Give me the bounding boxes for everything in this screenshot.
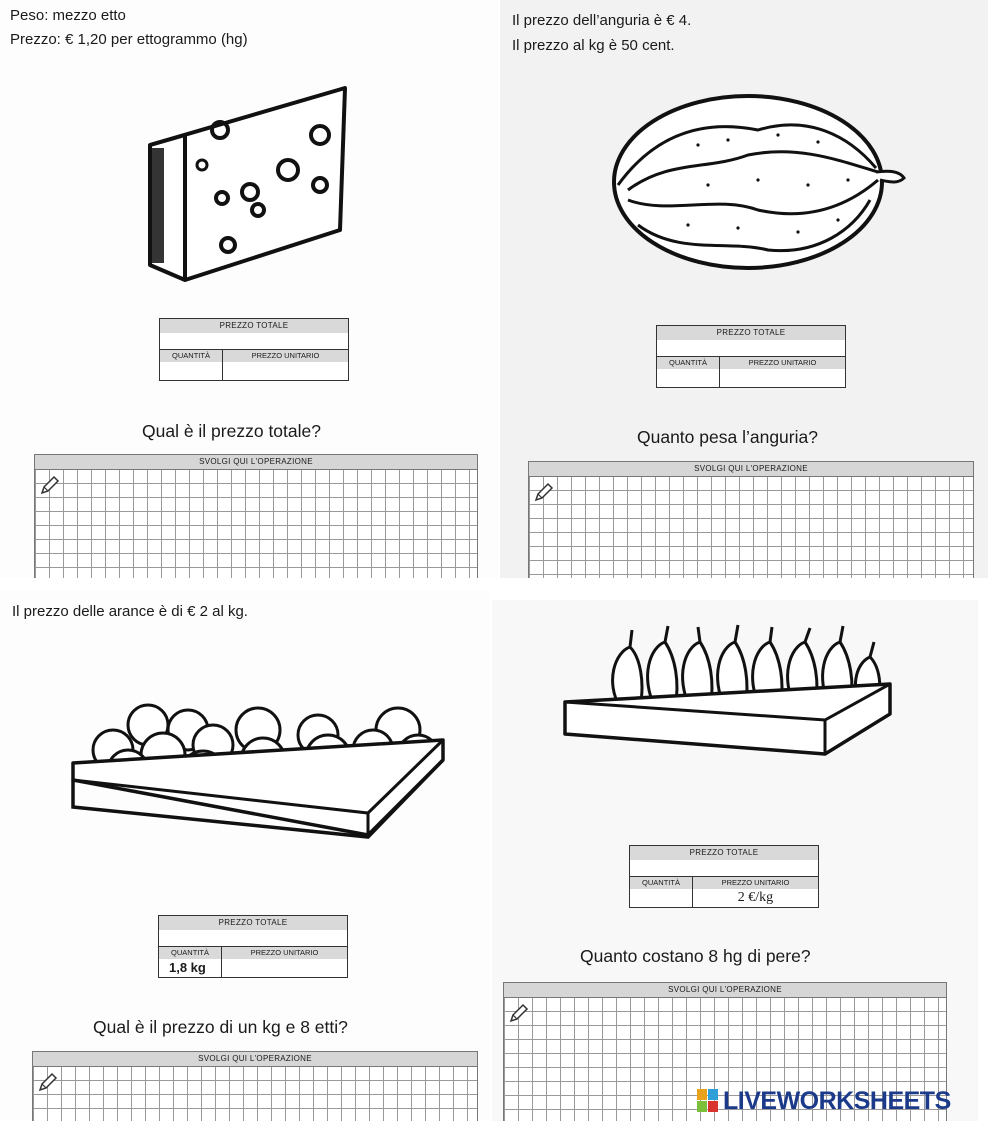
quantity-label: QUANTITÀ (657, 357, 719, 369)
logo-text: LIVEWORKSHEETS (723, 1086, 951, 1115)
unit-price-field[interactable] (222, 959, 347, 960)
unit-price-label: PREZZO UNITARIO (693, 877, 818, 889)
quantity-label: QUANTITÀ (630, 877, 692, 889)
question-text: Quanto pesa l’anguria? (637, 427, 818, 447)
total-price-field[interactable] (160, 333, 348, 350)
pencil-icon (37, 1071, 59, 1093)
price-text: Il prezzo dell’anguria è € 4. (512, 12, 692, 29)
cheese-illustration (140, 80, 360, 290)
quantity-field[interactable] (657, 369, 719, 370)
quantity-field[interactable] (160, 362, 222, 363)
work-grid[interactable] (34, 454, 478, 578)
exercise-watermelon (500, 0, 988, 578)
price-table (158, 915, 348, 978)
total-price-field[interactable] (159, 930, 347, 947)
price-per-kg-text: Il prezzo al kg è 50 cent. (512, 37, 675, 54)
exercise-oranges (0, 590, 490, 1121)
work-grid-header: SVOLGI QUI L'OPERAZIONE (529, 462, 973, 477)
total-price-field[interactable] (657, 340, 845, 357)
pencil-icon (39, 474, 61, 496)
exercise-pears (492, 600, 978, 1121)
question-text: Quanto costano 8 hg di pere? (580, 946, 811, 966)
total-price-header: PREZZO TOTALE (160, 319, 348, 333)
quantity-field[interactable]: 1,8 kg (169, 960, 206, 975)
unit-price-label: PREZZO UNITARIO (720, 357, 845, 369)
price-text: Prezzo: € 1,20 per ettogrammo (hg) (10, 31, 248, 48)
price-table (656, 325, 846, 388)
pencil-icon (533, 481, 555, 503)
work-grid-header: SVOLGI QUI L'OPERAZIONE (35, 455, 477, 470)
unit-price-label: PREZZO UNITARIO (223, 350, 348, 362)
watermelon-illustration (608, 90, 908, 280)
question-text: Qual è il prezzo di un kg e 8 etti? (93, 1017, 348, 1037)
work-grid[interactable] (528, 461, 974, 578)
total-price-header: PREZZO TOTALE (159, 916, 347, 930)
unit-price-label: PREZZO UNITARIO (222, 947, 347, 959)
quantity-label: QUANTITÀ (159, 947, 221, 959)
work-grid[interactable] (32, 1051, 478, 1121)
unit-price-field[interactable]: 2 €/kg (737, 890, 774, 905)
total-price-header: PREZZO TOTALE (630, 846, 818, 860)
liveworksheets-logo (697, 1087, 951, 1115)
quantity-label: QUANTITÀ (160, 350, 222, 362)
work-grid-header: SVOLGI QUI L'OPERAZIONE (504, 983, 946, 998)
question-text: Qual è il prezzo totale? (142, 421, 321, 441)
liveworksheets-logo-icon (697, 1089, 719, 1113)
price-table (629, 845, 819, 908)
price-text: Il prezzo delle arance è di € 2 al kg. (12, 603, 248, 620)
oranges-crate-illustration (68, 695, 448, 845)
pears-crate-illustration (560, 622, 900, 762)
unit-price-field[interactable] (223, 362, 348, 363)
quantity-field[interactable] (630, 889, 692, 890)
total-price-header: PREZZO TOTALE (657, 326, 845, 340)
pencil-icon (508, 1002, 530, 1024)
work-grid-header: SVOLGI QUI L'OPERAZIONE (33, 1052, 477, 1067)
unit-price-field[interactable] (720, 369, 845, 370)
price-table (159, 318, 349, 381)
exercise-cheese (0, 0, 498, 578)
weight-text: Peso: mezzo etto (10, 7, 126, 24)
total-price-field[interactable] (630, 860, 818, 877)
